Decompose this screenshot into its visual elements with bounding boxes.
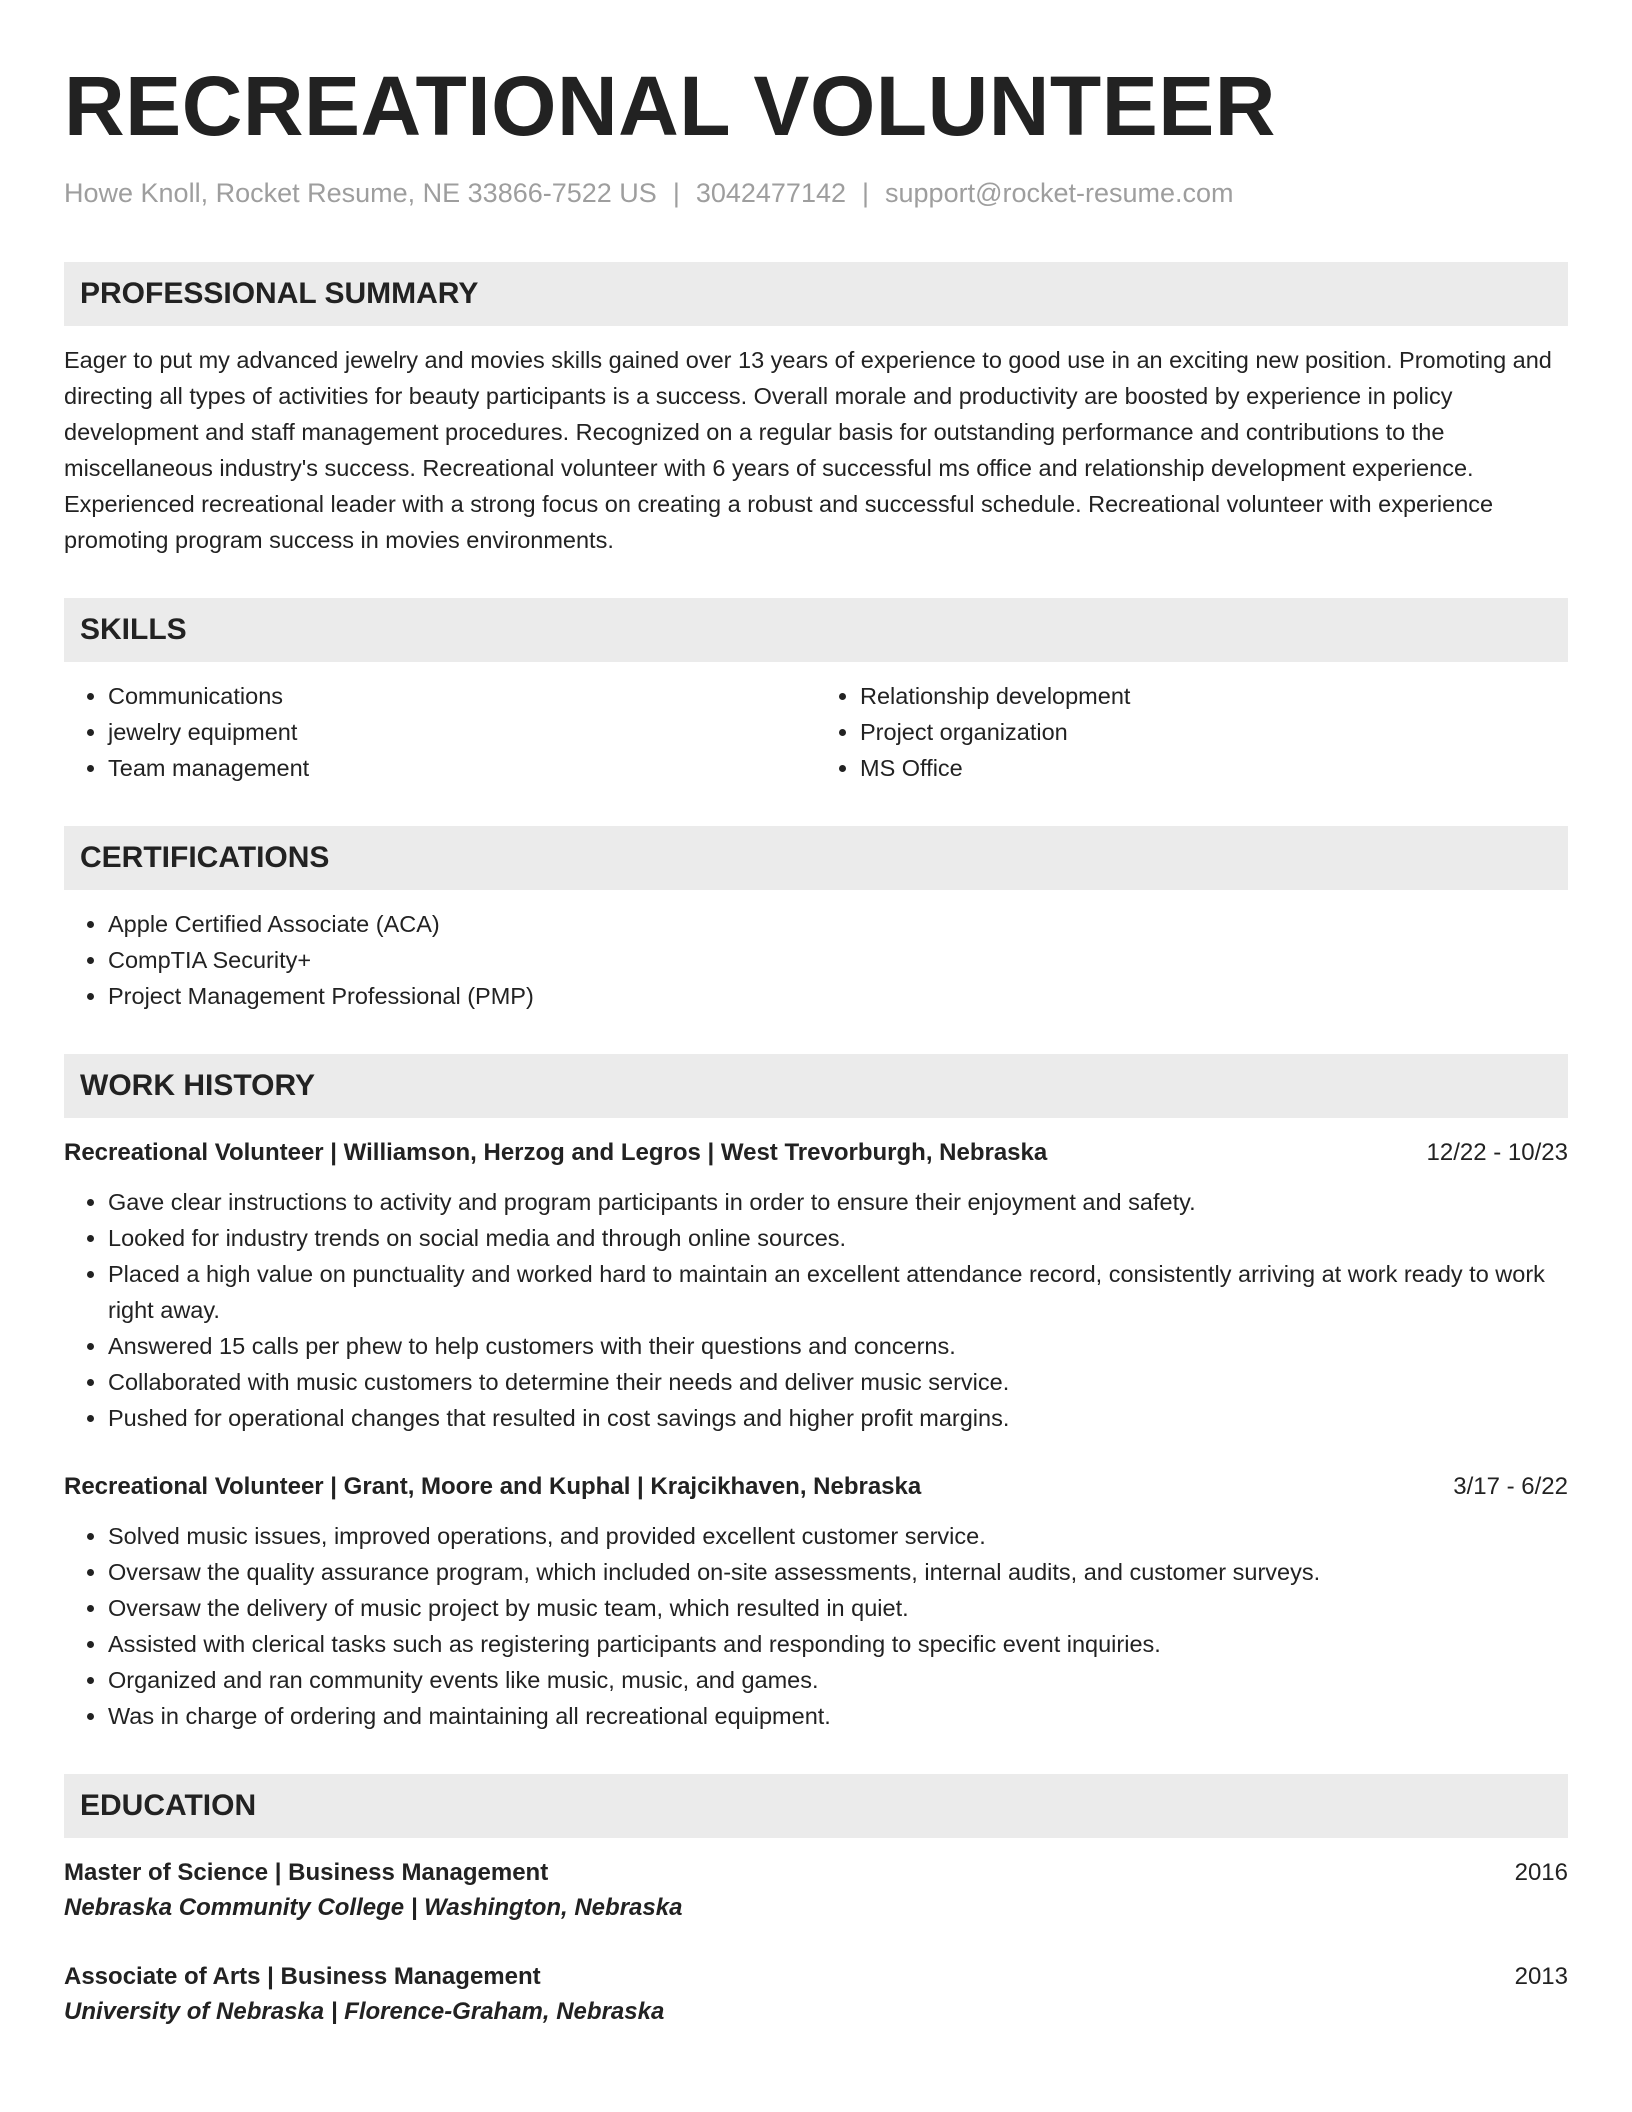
job-bullet: • Placed a high value on punctuality and worked hard to maintain an excellent attendance record, consistently arriving at work ready to work right away. [108,1256,1568,1328]
education-degree: Master of Science | Business Management [64,1859,549,1886]
job-bullet: • Oversaw the delivery of music project by music team, which resulted in quiet. [108,1590,1568,1626]
job-bullet: • Answered 15 calls per phew to help customers with their questions and concerns. [108,1328,1568,1364]
job-heading [64,1470,1568,1504]
job-bullet: • Was in charge of ordering and maintaining all recreational equipment. [108,1698,1568,1734]
skill-item: • jewelry equipment [108,714,816,750]
skill-item: • Project organization [860,714,1568,750]
job-bullet: • Organized and ran community events like music, music, and games. [108,1662,1568,1698]
section-header-skills: SKILLS [64,598,1568,662]
job-heading [64,1136,1568,1170]
job-bullets [64,1184,1568,1436]
certifications-list [64,906,1568,1014]
job-bullet: • Assisted with clerical tasks such as registering participants and responding to specific event inquiries. [108,1626,1568,1662]
education-year: 2013 [1514,1963,1568,1990]
section-header-certifications: CERTIFICATIONS [64,826,1568,890]
education-year: 2016 [1514,1859,1568,1886]
skill-item: • Team management [108,750,816,786]
job-dates: 12/22 - 10/23 [1426,1139,1568,1166]
contact-line [64,176,1568,210]
job-bullet: • Collaborated with music customers to determine their needs and deliver music service. [108,1364,1568,1400]
skills-list [64,678,1568,786]
contact-separator: | [672,178,680,208]
job-title: Recreational Volunteer | Williamson, Herzog and Legros | West Trevorburgh, Nebraska [64,1139,1048,1166]
skills-column-left [64,678,816,786]
skill-item: • MS Office [860,750,1568,786]
job-bullet: • Solved music issues, improved operations, and provided excellent customer service. [108,1518,1568,1554]
summary-text: Eager to put my advanced jewelry and movies skills gained over 13 years of experience to good use in an exciting new position. Promoting and directing all types of activities for beauty participants is a success. Overall morale and productivity are boosted by experience in policy development and staff management procedures. Recognized on a regular basis for outstanding performance and contributions to the miscellaneous industry's success. Recreational volunteer with 6 years of successful ms office and relationship development experience. Experienced recreational leader with a strong focus on creating a robust and successful schedule. Recreational volunteer with experience promoting program success in movies environments. [64,347,1552,553]
education-heading [64,1856,1568,1890]
certification-item: • CompTIA Security+ [108,942,1568,978]
certification-item: • Apple Certified Associate (ACA) [108,906,1568,942]
job-bullet: • Pushed for operational changes that resulted in cost savings and higher profit margins. [108,1400,1568,1436]
job-bullet: • Looked for industry trends on social media and through online sources. [108,1220,1568,1256]
contact-address: Howe Knoll, Rocket Resume, NE 33866-7522 US [64,178,657,208]
skill-item: • Communications [108,678,816,714]
job-bullet: • Oversaw the quality assurance program, which included on-site assessments, internal audits, and customer surveys. [108,1554,1568,1590]
education-heading [64,1960,1568,1994]
job-title: Recreational Volunteer | Grant, Moore and Kuphal | Krajcikhaven, Nebraska [64,1473,922,1500]
education-school: University of Nebraska | Florence-Graham, Nebraska [64,1998,665,2025]
job-dates: 3/17 - 6/22 [1453,1473,1568,1500]
job-bullets [64,1518,1568,1734]
skills-column-right [816,678,1568,786]
education-school: Nebraska Community College | Washington, Nebraska [64,1894,683,1921]
skill-item: • Relationship development [860,678,1568,714]
certification-item: • Project Management Professional (PMP) [108,978,1568,1014]
section-header-summary: PROFESSIONAL SUMMARY [64,262,1568,326]
section-header-education: EDUCATION [64,1774,1568,1838]
section-header-work-history: WORK HISTORY [64,1054,1568,1118]
resume-name: RECREATIONAL VOLUNTEER [64,59,1276,153]
contact-phone: 3042477142 [695,178,846,208]
education-degree: Associate of Arts | Business Management [64,1963,541,1990]
job-bullet: • Gave clear instructions to activity and program participants in order to ensure their enjoyment and safety. [108,1184,1568,1220]
contact-email: support@rocket-resume.com [885,178,1234,208]
contact-separator: | [862,178,870,208]
